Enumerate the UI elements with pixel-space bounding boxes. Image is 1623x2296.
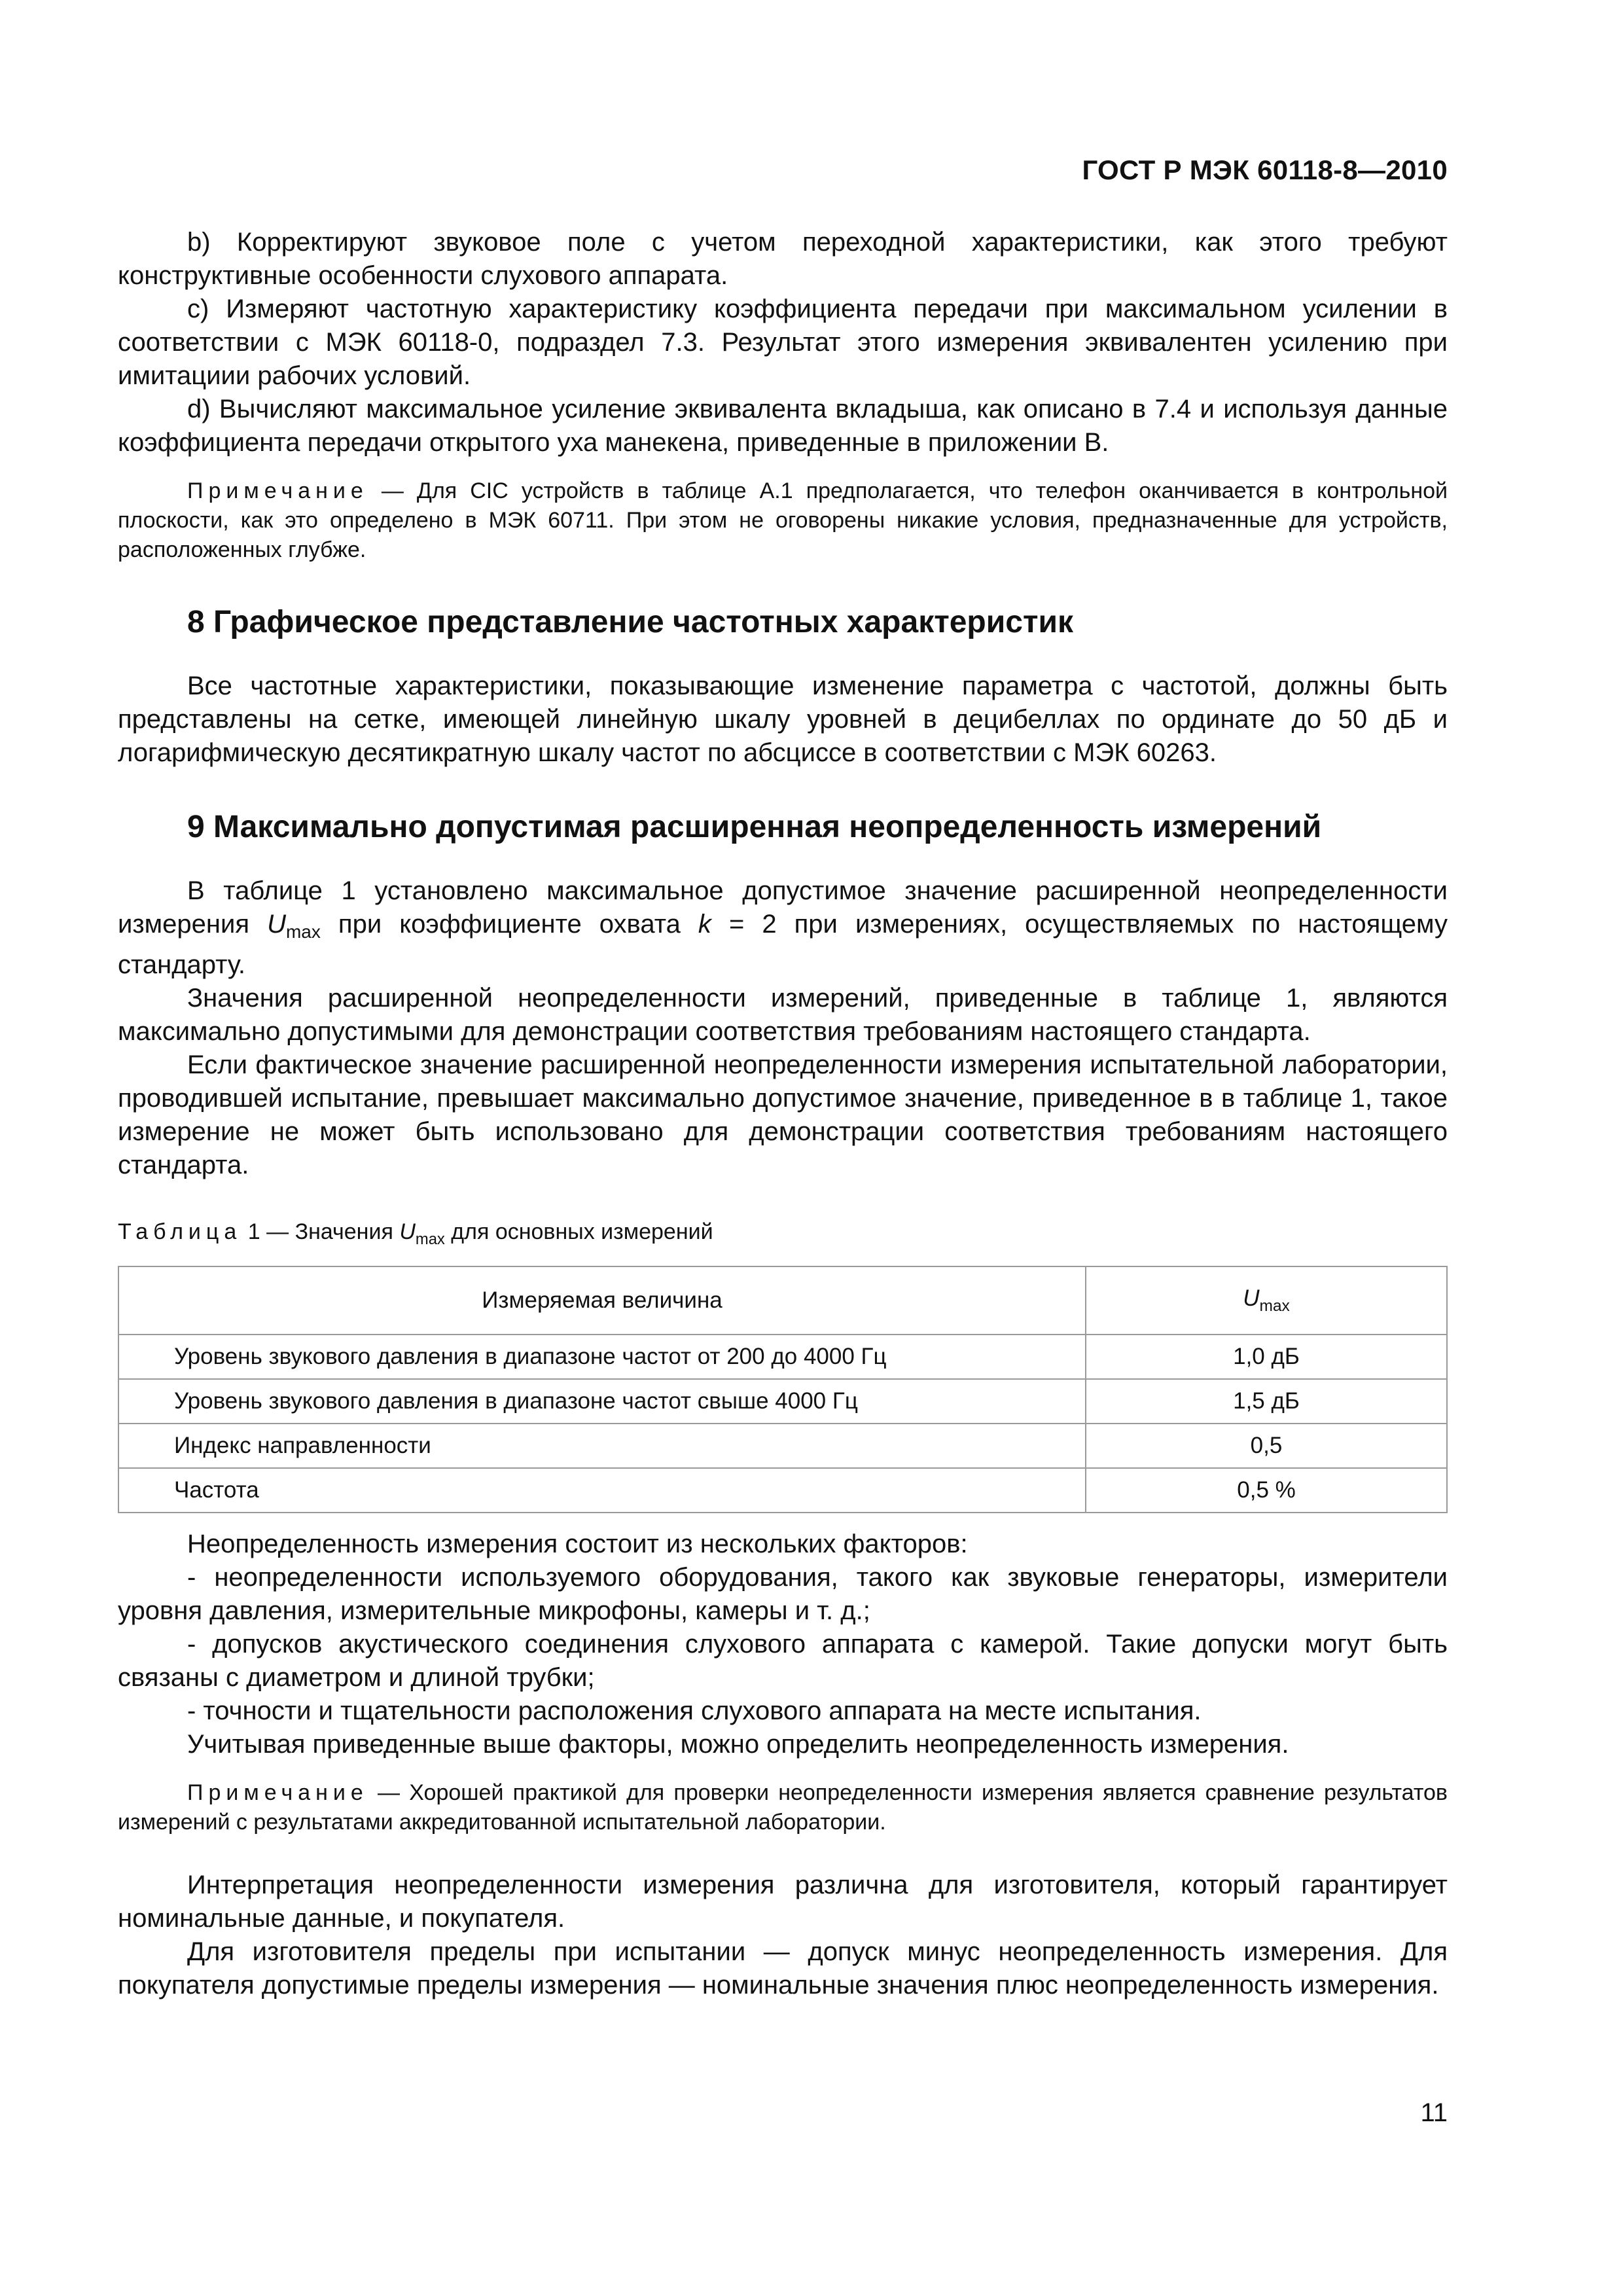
table-row: [118, 1379, 1447, 1424]
factor-3: - точности и тщательности расположения слухового аппарата на месте испытания.: [187, 1696, 1202, 1725]
section-9-heading: 9 Максимально допустимая расширенная неопределенность измерений: [187, 810, 1322, 844]
note-2-text: — Хорошей практикой для проверки неопределенности измерения является сравнение результатов измерений с результатами аккредитованной испытательной лаборатории.: [118, 1780, 1448, 1835]
item-c: c) Измеряют частотную характеристику коэффициента передачи при максимальном усилении в соответствии с МЭК 60118-0, подраздел 7.3. Результат этого измерения эквивалентен усилению при имитациии рабочих условий.: [118, 295, 1448, 390]
closing-paragraph-1: Интерпретация неопределенности измерения различна для изготовителя, который гарантирует номинальные данные, и покупателя.: [118, 1871, 1448, 1933]
table-row: [118, 1424, 1447, 1468]
cell-value: 1,5 дБ: [1086, 1379, 1447, 1424]
uncertainty-table: [118, 1266, 1448, 1513]
column-header-umax: $U_{max}$: [1086, 1266, 1447, 1335]
note-1: [118, 476, 1448, 565]
cell-quantity: Уровень звукового давления в диапазоне частот свыше 4000 Гц: [118, 1379, 1086, 1424]
column-header-quantity: Измеряемая величина: [118, 1266, 1086, 1335]
cell-quantity: Частота: [118, 1468, 1086, 1513]
note-1-text: — Для CIC устройств в таблице А.1 предполагается, что телефон оканчивается в контрольной плоскости, как это определено в МЭК 60711. При этом не оговорены никакие условия, предназначенные для устройств, расположенных глубже.: [118, 478, 1448, 562]
item-d: d) Вычисляют максимальное усиление эквивалента вкладыша, как описано в 7.4 и используя данные коэффициента передачи открытого уха манекена, приведенные в приложении B.: [118, 395, 1448, 457]
note-2-label: Примечание: [187, 1780, 368, 1805]
symbol-u: U: [267, 910, 286, 939]
section-8-heading: 8 Графическое представление частотных характеристик: [187, 605, 1073, 639]
note-2: [118, 1778, 1448, 1837]
item-b: b) Корректируют звуковое поле с учетом переходной характеристики, как этого требуют конструктивные особенности слухового аппарата.: [118, 228, 1448, 290]
page-content: [118, 226, 1448, 2002]
table-caption: Таблица 1 — Значения $U_{max}$ для основных измерений: [118, 1219, 713, 1248]
section-9-paragraph-2: Значения расширенной неопределенности измерений, приведенные в таблице 1, являются максимально допустимыми для демонстрации соответствия требованиям настоящего стандарта.: [118, 984, 1448, 1046]
document-code-header: ГОСТ Р МЭК 60118-8—2010: [1082, 154, 1448, 185]
section-8-paragraph: Все частотные характеристики, показывающие изменение параметра с частотой, должны быть представлены на сетке, имеющей линейную шкалу уровней в децибеллах по ординате до 50 дБ и логарифмическую десятикратную шкалу частот по абсциссе в соответствии с МЭК 60263.: [118, 672, 1448, 767]
section-9-paragraph-1: В таблице 1 установлено максимальное допустимое значение расширенной неопределенности измерения $U_{max}$ при коэффициенте охвата k = 2 при измерениях, осуществляемых по настоящему стандарту.: [118, 876, 1448, 979]
table-header-row: [118, 1266, 1447, 1335]
page-number: 11: [1420, 2098, 1448, 2127]
section-9-paragraph-3: Если фактическое значение расширенной неопределенности измерения испытательной лаборатории, проводившей испытание, превышает максимально допустимое значение, приведенное в в таблице 1, такое измерение не может быть использовано для демонстрации соответствия требованиям настоящего стандарта.: [118, 1050, 1448, 1179]
cell-value: 0,5 %: [1086, 1468, 1447, 1513]
note-1-label: Примечание: [187, 478, 368, 503]
cell-quantity: Уровень звукового давления в диапазоне частот от 200 до 4000 Гц: [118, 1335, 1086, 1379]
factor-1: - неопределенности используемого оборудования, такого как звуковые генераторы, измерители уровня давления, измерительные микрофоны, камеры и т. д.;: [118, 1563, 1448, 1625]
closing-paragraph-2: Для изготовителя пределы при испытании — допуск минус неопределенность измерения. Для покупателя допустимые пределы измерения — номинальные значения плюс неопределенность измерения.: [118, 1937, 1448, 2000]
table-row: [118, 1468, 1447, 1513]
factors-summary: Учитывая приведенные выше факторы, можно определить неопределенность измерения.: [187, 1730, 1289, 1759]
factors-intro: Неопределенность измерения состоит из нескольких факторов:: [187, 1530, 968, 1558]
cell-value: 1,0 дБ: [1086, 1335, 1447, 1379]
symbol-k: k: [698, 910, 711, 939]
cell-quantity: Индекс направленности: [118, 1424, 1086, 1468]
table-row: [118, 1335, 1447, 1379]
factor-2: - допусков акустического соединения слухового аппарата с камерой. Такие допуски могут быть связаны с диаметром и длиной трубки;: [118, 1630, 1448, 1692]
cell-value: 0,5: [1086, 1424, 1447, 1468]
